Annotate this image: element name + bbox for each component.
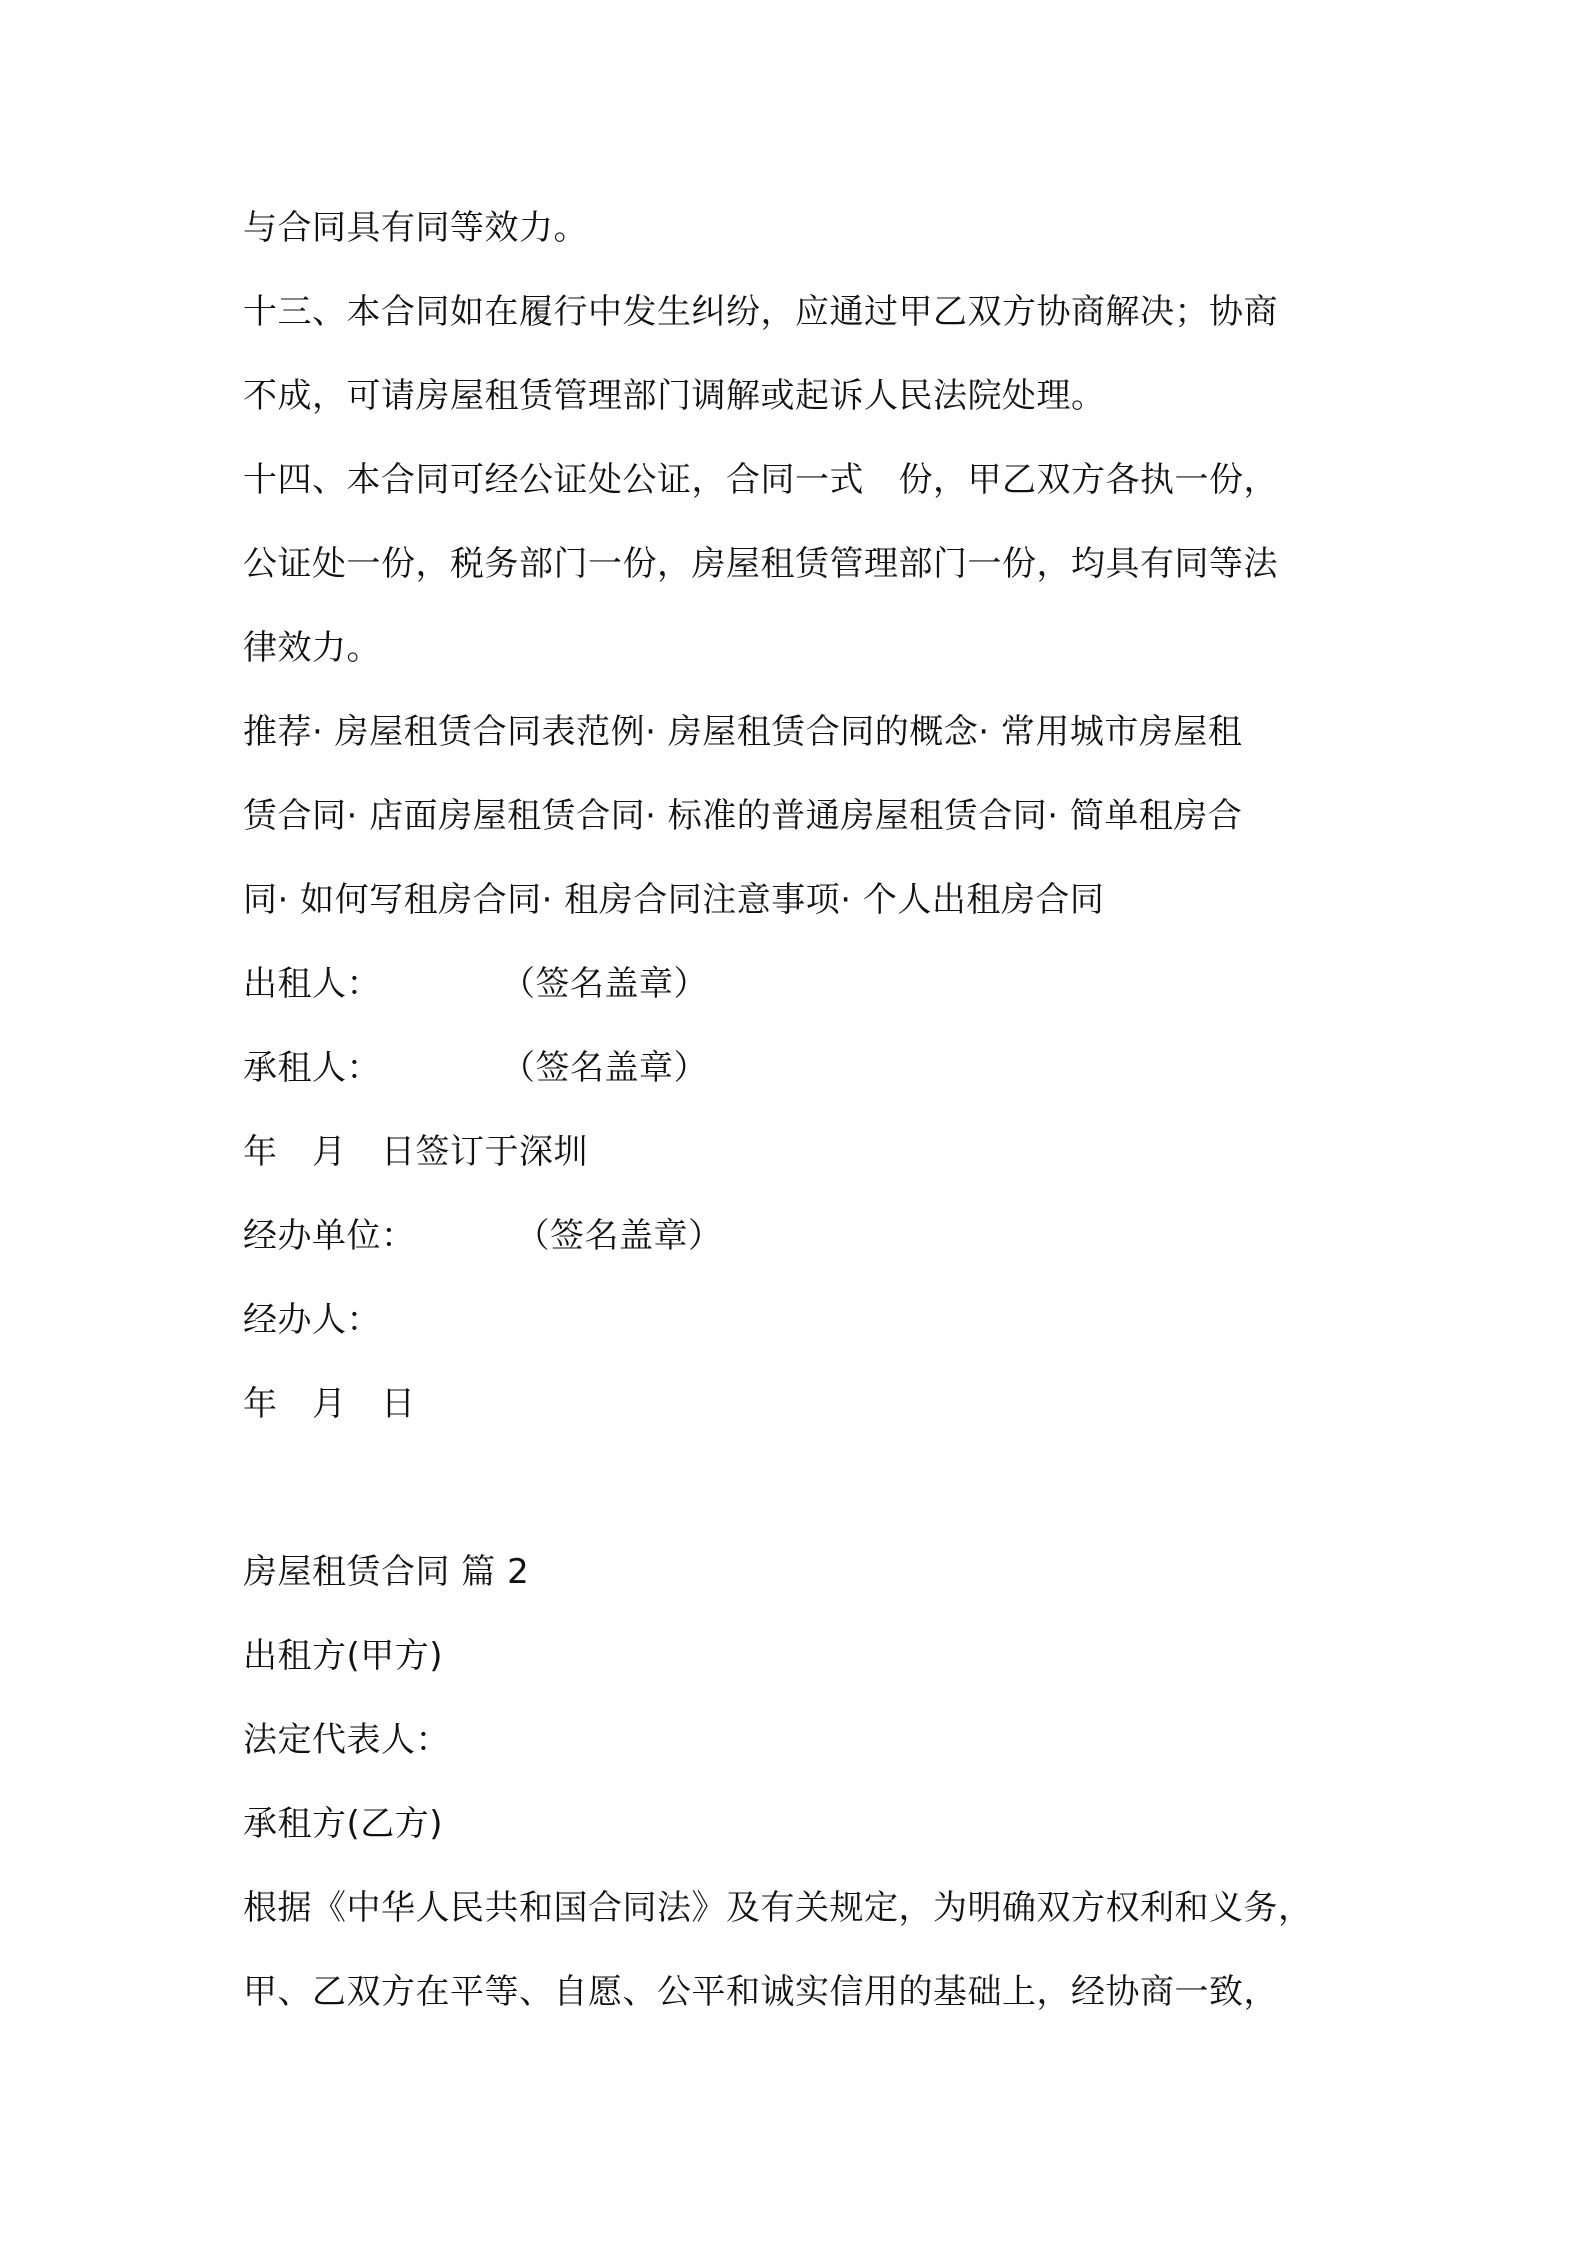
agency-label: 经办单位： <box>243 1216 416 1256</box>
section-2-legal-rep: 法定代表人： <box>243 1720 450 1760</box>
section-2-lessee: 承租方(乙方) <box>243 1804 444 1844</box>
lessee-signature-line <box>243 1045 1363 1091</box>
recommend-line-3: 同· 如何写租房合同· 租房合同注意事项· 个人出租房合同 <box>243 880 1105 920</box>
clause-14-line-2: 公证处一份，税务部门一份，房屋租赁管理部门一份，均具有同等法 <box>243 544 1278 584</box>
agent-label: 经办人： <box>243 1300 381 1340</box>
sign-date-place: 年 月 日签订于深圳 <box>243 1132 588 1172</box>
section-2-paragraph-line-1: 根据《中华人民共和国合同法》及有关规定，为明确双方权利和义务， <box>243 1888 1313 1928</box>
lessor-signature-line <box>243 961 1363 1007</box>
section-2-title: 房屋租赁合同 篇 2 <box>243 1552 530 1592</box>
section-2-paragraph-line-2: 甲、乙双方在平等、自愿、公平和诚实信用的基础上，经协商一致， <box>243 1972 1278 2012</box>
lessee-sign-note: （签名盖章） <box>501 1048 708 1088</box>
text-line: 与合同具有同等效力。 <box>243 208 588 248</box>
lessor-label: 出租人： <box>243 964 381 1004</box>
agency-signature-line <box>243 1213 1363 1259</box>
recommend-line-1: 推荐· 房屋租赁合同表范例· 房屋租赁合同的概念· 常用城市房屋租 <box>243 712 1243 752</box>
lessee-label: 承租人： <box>243 1048 381 1088</box>
section-2-lessor: 出租方(甲方) <box>243 1636 444 1676</box>
clause-14-line-3: 律效力。 <box>243 628 381 668</box>
recommend-line-2: 赁合同· 店面房屋租赁合同· 标准的普通房屋租赁合同· 简单租房合 <box>243 796 1243 836</box>
clause-13-line-2: 不成，可请房屋租赁管理部门调解或起诉人民法院处理。 <box>243 376 1106 416</box>
lessor-sign-note: （签名盖章） <box>501 964 708 1004</box>
clause-13-line-1: 十三、本合同如在履行中发生纠纷，应通过甲乙双方协商解决；协商 <box>243 292 1278 332</box>
clause-14-line-1: 十四、本合同可经公证处公证，合同一式 份，甲乙双方各执一份， <box>243 460 1278 500</box>
date-blank: 年 月 日 <box>243 1384 416 1424</box>
agency-sign-note: （签名盖章） <box>515 1216 723 1256</box>
